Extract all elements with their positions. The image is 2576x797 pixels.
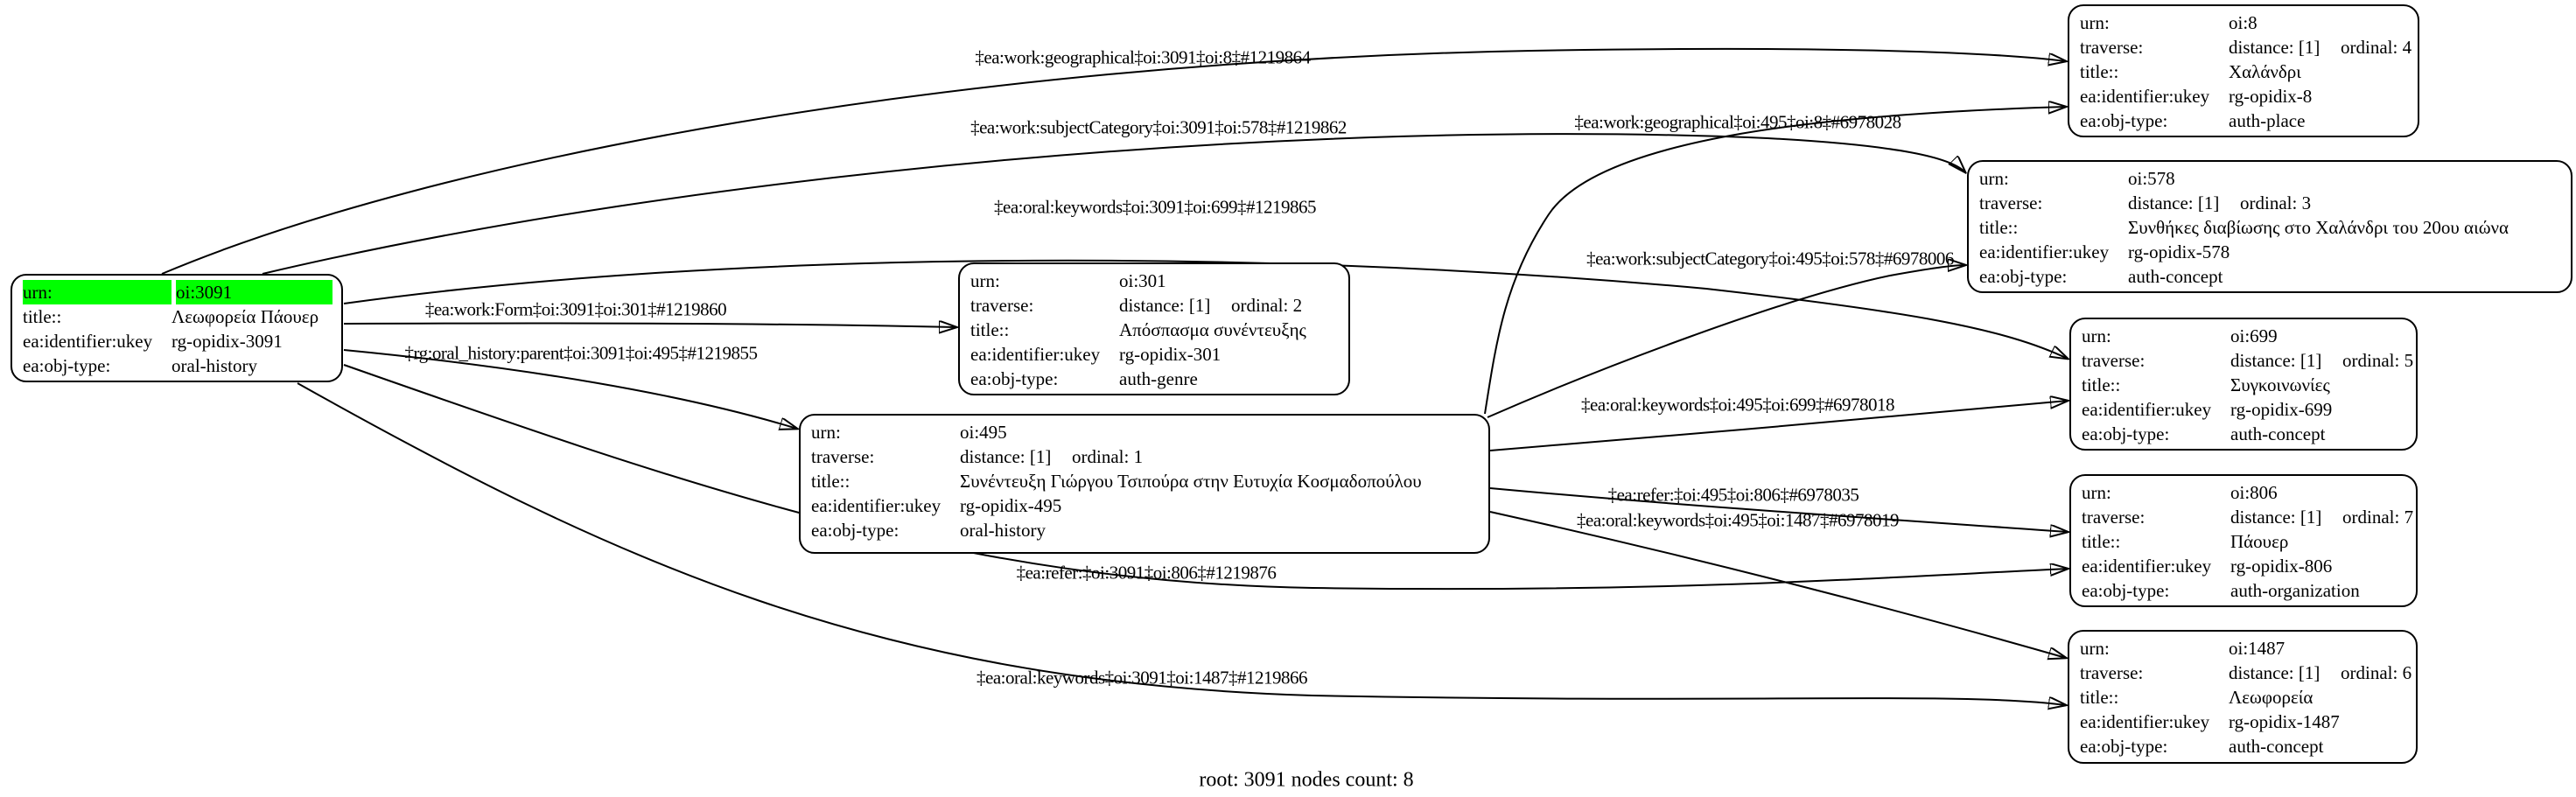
title-label: title:: — [23, 306, 62, 327]
field-traverse — [970, 293, 1348, 318]
objtype-value: auth-organization — [2230, 580, 2360, 601]
traverse-label: traverse: — [2080, 662, 2144, 683]
field-objtype — [1979, 264, 2571, 289]
title-label: title:: — [2082, 531, 2121, 552]
objtype-value: auth-genre — [1119, 368, 1198, 389]
field-title — [2082, 529, 2416, 554]
field-objtype — [811, 518, 1488, 542]
objtype-label: ea:obj-type: — [2080, 736, 2168, 757]
traverse-distance: distance: [1] — [1119, 295, 1211, 316]
traverse-distance: distance: [1] — [2128, 192, 2220, 213]
urn-value: oi:301 — [1119, 270, 1166, 291]
identifier-value: rg-opidix-8 — [2229, 86, 2313, 107]
identifier-label: ea:identifier:ukey — [23, 331, 153, 352]
traverse-ordinal: ordinal: 7 — [2342, 507, 2414, 528]
field-identifier — [1979, 240, 2571, 264]
objtype-label: ea:obj-type: — [23, 355, 111, 376]
node-oi-699[interactable] — [2069, 318, 2418, 451]
title-label: title:: — [970, 319, 1010, 340]
identifier-label: ea:identifier:ukey — [970, 344, 1101, 365]
traverse-ordinal: ordinal: 3 — [2240, 192, 2312, 213]
objtype-value: auth-place — [2229, 110, 2306, 131]
field-urn — [811, 420, 1488, 444]
field-traverse — [2082, 348, 2416, 373]
field-identifier — [2080, 710, 2416, 734]
node-oi-8[interactable] — [2068, 4, 2419, 137]
identifier-value: rg-opidix-495 — [960, 495, 1062, 516]
field-identifier — [811, 493, 1488, 518]
field-identifier — [2082, 554, 2416, 578]
edge-label-oral-keywords-495-1487: ‡ea:oral:keywords‡oi:495‡oi:1487‡#6978019 — [1577, 509, 1899, 531]
traverse-ordinal: ordinal: 2 — [1231, 295, 1303, 316]
traverse-label: traverse: — [2080, 37, 2144, 58]
objtype-label: ea:obj-type: — [1979, 266, 2068, 287]
field-urn — [2082, 324, 2416, 348]
traverse-label: traverse: — [811, 446, 875, 467]
field-objtype — [2082, 422, 2416, 446]
identifier-label: ea:identifier:ukey — [1979, 241, 2110, 262]
traverse-label: traverse: — [2082, 507, 2146, 528]
edge-label-work-geographical-495-8: ‡ea:work:geographical‡oi:495‡oi:8‡#6978028 — [1574, 111, 1901, 133]
traverse-label: traverse: — [970, 295, 1034, 316]
traverse-distance: distance: [1] — [2229, 37, 2320, 58]
objtype-value: auth-concept — [2230, 423, 2326, 444]
urn-value: oi:1487 — [2229, 638, 2286, 659]
identifier-label: ea:identifier:ukey — [2082, 556, 2212, 577]
title-value: Συνέντευξη Γιώργου Τσιπούρα στην Ευτυχία Κοσμαδοπούλου — [960, 471, 1422, 492]
identifier-value: rg-opidix-301 — [1119, 344, 1222, 365]
root-summary: root: 3091 nodes count: 8 — [1199, 768, 1414, 792]
title-value: Πάουερ — [2230, 531, 2289, 552]
field-title — [811, 469, 1488, 493]
objtype-label: ea:obj-type: — [2082, 580, 2170, 601]
field-title — [970, 318, 1348, 342]
objtype-label: ea:obj-type: — [811, 520, 900, 541]
identifier-value: rg-opidix-806 — [2230, 556, 2333, 577]
title-label: title:: — [2080, 61, 2119, 82]
identifier-value: rg-opidix-578 — [2128, 241, 2230, 262]
traverse-ordinal: ordinal: 5 — [2342, 350, 2414, 371]
urn-label: urn: — [1979, 168, 2009, 189]
objtype-value: auth-concept — [2229, 736, 2324, 757]
node-oi-301[interactable] — [958, 262, 1350, 395]
field-urn — [23, 280, 341, 304]
node-oi-1487[interactable] — [2068, 630, 2418, 764]
identifier-label: ea:identifier:ukey — [811, 495, 942, 516]
urn-label: urn: — [970, 270, 1000, 291]
edge-label-work-subjectcategory-3091-578: ‡ea:work:subjectCategory‡oi:3091‡oi:578‡#1219862 — [970, 116, 1347, 138]
title-label: title:: — [811, 471, 850, 492]
objtype-label: ea:obj-type: — [970, 368, 1059, 389]
field-traverse — [2080, 661, 2416, 685]
urn-value: oi:578 — [2128, 168, 2175, 189]
title-value: Απόσπασμα συνέντευξης — [1119, 319, 1306, 340]
field-objtype — [2082, 578, 2416, 603]
identifier-label: ea:identifier:ukey — [2080, 86, 2210, 107]
urn-value: oi:495 — [960, 422, 1007, 443]
title-value: Χαλάνδρι — [2229, 61, 2301, 82]
field-title — [2080, 59, 2418, 84]
title-label: title:: — [2082, 374, 2121, 395]
objtype-label: ea:obj-type: — [2082, 423, 2170, 444]
title-label: title:: — [1979, 217, 2019, 238]
field-urn — [1979, 166, 2571, 191]
traverse-label: traverse: — [1979, 192, 2043, 213]
node-oi-806[interactable] — [2069, 474, 2418, 607]
urn-value: oi:699 — [2230, 325, 2278, 346]
node-oi-578[interactable] — [1967, 160, 2572, 293]
title-value: Λεωφορεία Πάουερ — [172, 306, 319, 327]
field-title — [23, 304, 341, 329]
traverse-distance: distance: [1] — [2230, 350, 2322, 371]
field-objtype — [23, 353, 341, 378]
identifier-label: ea:identifier:ukey — [2080, 711, 2210, 732]
title-value: Συνθήκες διαβίωσης στο Χαλάνδρι του 20ου αιώνα — [2128, 217, 2510, 238]
edge-3091-301 — [344, 323, 956, 327]
edge-label-oral-keywords-3091-699: ‡ea:oral:keywords‡oi:3091‡oi:699‡#1219865 — [994, 196, 1316, 218]
title-label: title:: — [2080, 687, 2119, 708]
field-urn — [2082, 480, 2416, 505]
traverse-distance: distance: [1] — [2230, 507, 2322, 528]
objtype-value: oral-history — [172, 355, 257, 376]
edge-label-work-subjectcategory-495-578: ‡ea:work:subjectCategory‡oi:495‡oi:578‡#6978006 — [1586, 248, 1954, 269]
field-objtype — [2080, 734, 2416, 759]
identifier-value: rg-opidix-1487 — [2229, 711, 2340, 732]
field-identifier — [2082, 397, 2416, 422]
field-title — [1979, 215, 2571, 240]
edge-label-work-geographical-3091-8: ‡ea:work:geographical‡oi:3091‡oi:8‡#1219864 — [975, 46, 1311, 68]
edge-label-refer-3091-806: ‡ea:refer:‡oi:3091‡oi:806‡#1219876 — [1016, 562, 1277, 584]
urn-label: urn: — [2082, 482, 2111, 503]
field-traverse — [2082, 505, 2416, 529]
title-value: Λεωφορεία — [2229, 687, 2314, 708]
edge-label-oral-keywords-495-699: ‡ea:oral:keywords‡oi:495‡oi:699‡#6978018 — [1581, 394, 1894, 416]
urn-value: oi:806 — [2230, 482, 2278, 503]
field-traverse — [2080, 35, 2418, 59]
field-identifier — [970, 342, 1348, 367]
traverse-distance: distance: [1] — [960, 446, 1052, 467]
node-oi-3091[interactable] — [10, 274, 343, 382]
edge-3091-8 — [162, 46, 2066, 274]
identifier-value: rg-opidix-699 — [2230, 399, 2333, 420]
urn-value: oi:8 — [2229, 12, 2258, 33]
urn-label: urn: — [2080, 638, 2110, 659]
urn-label: urn: — [811, 422, 841, 443]
objtype-value: oral-history — [960, 520, 1046, 541]
edge-495-1487 — [1490, 509, 2066, 658]
edge-label-work-form-3091-301: ‡ea:work:Form‡oi:3091‡oi:301‡#1219860 — [424, 298, 727, 320]
field-urn — [970, 269, 1348, 293]
field-identifier — [2080, 84, 2418, 108]
title-value: Συγκοινωνίες — [2230, 374, 2330, 395]
field-identifier — [23, 329, 341, 353]
traverse-ordinal: ordinal: 1 — [1072, 446, 1144, 467]
edge-label-refer-495-806: ‡ea:refer:‡oi:495‡oi:806‡#6978035 — [1607, 484, 1859, 506]
node-oi-495[interactable] — [799, 414, 1490, 554]
field-title — [2080, 685, 2416, 710]
urn-label: urn: — [23, 280, 172, 304]
field-objtype — [970, 367, 1348, 391]
urn-value: oi:3091 — [176, 280, 332, 304]
field-title — [2082, 373, 2416, 397]
urn-label: urn: — [2080, 12, 2110, 33]
identifier-label: ea:identifier:ukey — [2082, 399, 2212, 420]
field-urn — [2080, 10, 2418, 35]
objtype-value: auth-concept — [2128, 266, 2223, 287]
traverse-distance: distance: [1] — [2229, 662, 2320, 683]
traverse-ordinal: ordinal: 4 — [2341, 37, 2412, 58]
urn-label: urn: — [2082, 325, 2111, 346]
edge-label-oral-keywords-3091-1487: ‡ea:oral:keywords‡oi:3091‡oi:1487‡#1219866 — [976, 667, 1307, 689]
identifier-value: rg-opidix-3091 — [172, 331, 283, 352]
objtype-label: ea:obj-type: — [2080, 110, 2168, 131]
field-objtype — [2080, 108, 2418, 133]
edge-label-oral-history-parent-3091-495: ‡rg:oral_history:parent‡oi:3091‡oi:495‡#1219855 — [404, 342, 758, 364]
field-traverse — [811, 444, 1488, 469]
traverse-label: traverse: — [2082, 350, 2146, 371]
field-traverse — [1979, 191, 2571, 215]
field-urn — [2080, 636, 2416, 661]
traverse-ordinal: ordinal: 6 — [2341, 662, 2412, 683]
